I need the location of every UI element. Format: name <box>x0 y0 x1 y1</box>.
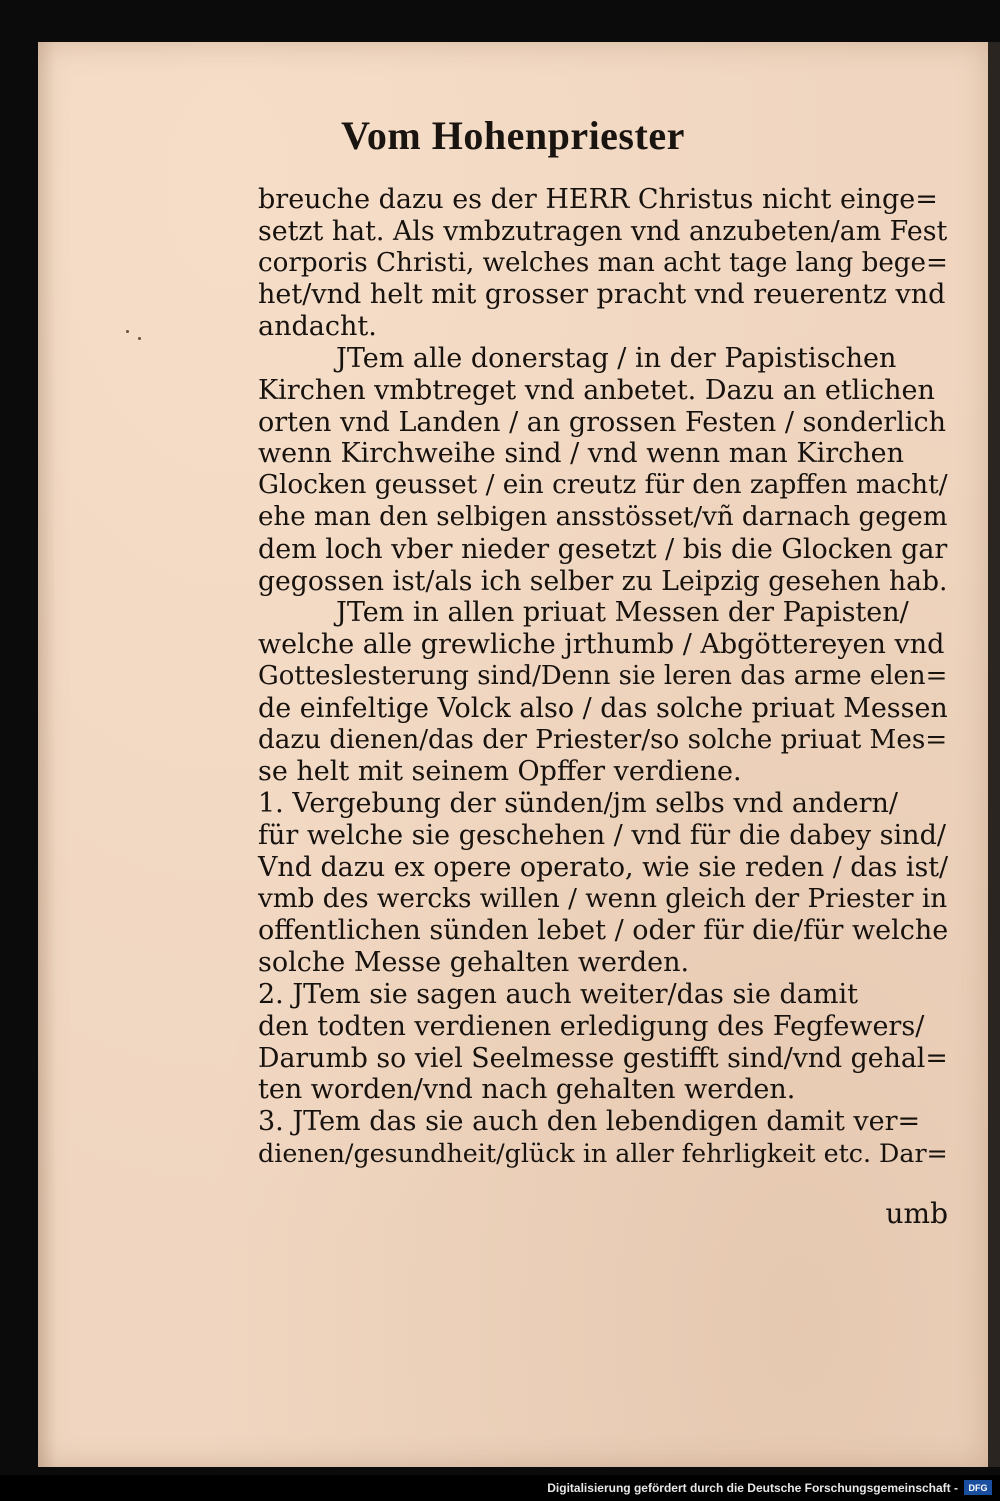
page-edge <box>988 42 1000 1467</box>
text-line: Glocken geusset / ein creutz für den zapffen macht/ <box>258 470 948 501</box>
text-line: Vnd dazu ex opere operato, wie sie reden / das ist/ <box>258 851 949 883</box>
text-line: corporis Christi, welches man acht tage lang bege= <box>258 247 948 278</box>
text-line: het/vnd helt mit grosser pracht vnd reuerentz vnd <box>258 279 946 311</box>
text-line: Gotteslesterung sind/Denn sie leren das arme elen= <box>258 660 948 691</box>
text-line: se helt mit seinem Opffer verdiene. <box>258 756 742 788</box>
text-line: dienen/gesundheit/glück in aller fehrligkeit etc. Dar= <box>258 1137 948 1168</box>
digitization-credit: Digitalisierung gefördert durch die Deutsche Forschungsgemeinschaft - <box>547 1481 958 1495</box>
catchword: umb <box>885 1197 948 1230</box>
text-line: dazu dienen/das der Priester/so solche priuat Mes= <box>258 724 948 755</box>
text-line: ehe man den selbigen ansstösset/vñ darnach gegem <box>258 501 948 532</box>
text-line: setzt hat. Als vmbzutragen vnd anzubeten/am Fest <box>258 215 948 247</box>
text-line: andacht. <box>258 311 377 343</box>
text-line: 2. JTem sie sagen auch weiter/das sie damit <box>258 978 858 1010</box>
text-line: gegossen ist/als ich selber zu Leipzig gesehen hab. <box>258 565 948 597</box>
text-line: ten worden/vnd nach gehalten werden. <box>258 1074 796 1106</box>
text-line: Kirchen vmbtreget vnd anbetet. Dazu an etlichen <box>258 374 935 406</box>
text-line: JTem alle donerstag / in der Papistischen <box>336 342 897 374</box>
text-line: orten vnd Landen / an grossen Festen / sonderlich <box>258 406 946 438</box>
text-line: breuche dazu es der HERR Christus nicht einge= <box>258 184 938 215</box>
ink-speck <box>126 330 129 333</box>
text-line: Darumb so viel Seelmesse gestifft sind/vnd gehal= <box>258 1042 948 1074</box>
text-line: den todten verdienen erledigung des Fegfewers/ <box>258 1010 925 1042</box>
body-text <box>258 184 948 1170</box>
text-line: dem loch vber nieder gesetzt / bis die Glocken gar <box>258 533 948 565</box>
text-line: wenn Kirchweihe sind / vnd wenn man Kirchen <box>258 438 904 470</box>
text-line: solche Messe gehalten werden. <box>258 947 690 979</box>
text-line: 1. Vergebung der sünden/jm selbs vnd andern/ <box>258 788 898 820</box>
running-head: Vom Hohenpriester <box>341 113 685 158</box>
dfg-logo-icon: DFG <box>964 1480 992 1495</box>
ink-speck <box>138 337 141 340</box>
text-line: vmb des wercks willen / wenn gleich der Priester in <box>258 883 948 914</box>
book-page <box>38 42 988 1467</box>
text-line: offentlichen sünden lebet / oder für die/für welche <box>258 915 949 947</box>
text-line: 3. JTem das sie auch den lebendigen damit ver= <box>258 1106 921 1138</box>
text-line: für welche sie geschehen / vnd für die dabey sind/ <box>258 819 946 851</box>
text-line: JTem in allen priuat Messen der Papisten/ <box>336 597 909 629</box>
text-line: welche alle grewliche jrthumb / Abgöttereyen vnd <box>258 629 945 661</box>
text-line: de einfeltige Volck also / das solche priuat Messen <box>258 692 948 724</box>
